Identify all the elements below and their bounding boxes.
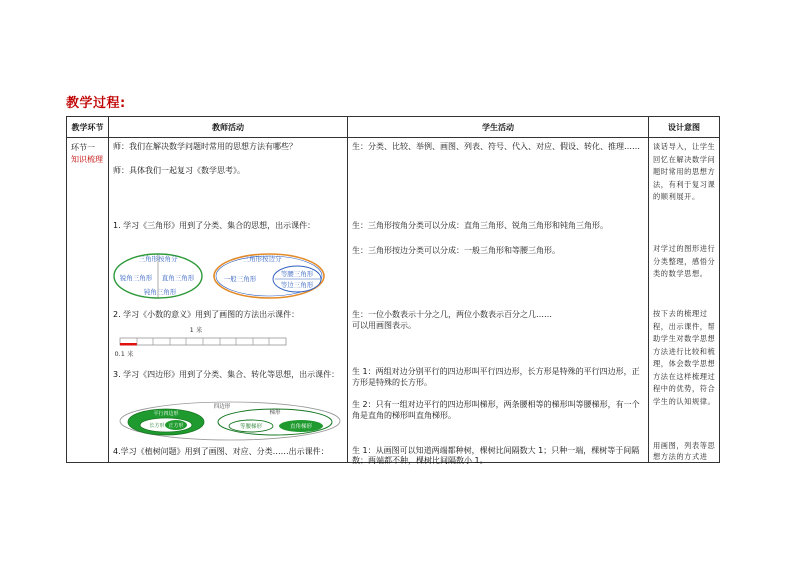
header-teacher: 教师活动 (109, 117, 348, 138)
student-text-4: 生：一位小数表示十分之几，两位小数表示百分之几…… (352, 310, 552, 319)
acute-label: 锐角三角形 (119, 274, 153, 282)
lesson-table (66, 116, 720, 463)
teacher-text-6: 4.学习《植树问题》用到了画图、对应、分类……出示课件： (113, 447, 329, 456)
student-text-3: 生：三角形按边分类可以分成：一般三角形和等腰三角形。 (352, 246, 560, 255)
teacher-text-1: 师：我们在解决数学问题时常用的思想方法有哪些？ (113, 142, 297, 151)
header-student: 学生活动 (348, 117, 649, 138)
teacher-text-5: 3. 学习《四边形》用到了分类、集合、转化等思想，出示课件： (113, 370, 340, 379)
ruler-top-label: 1 米 (189, 326, 203, 334)
isosceles-label: 等腰三角形 (280, 270, 314, 278)
page-heading: 教学过程: (66, 96, 126, 111)
obtuse-label: 钝角三角形 (143, 288, 177, 296)
quadrilateral-title: 四边形 (213, 404, 231, 410)
table-header-row (67, 117, 720, 138)
stage-name: 知识梳理 (71, 155, 103, 164)
stage-label: 环节一 (71, 143, 95, 152)
rectangle-label: 长方形 (149, 423, 165, 429)
design-note-2: 对学过的图形进行分类整理，感悟分类的数学思想。 (653, 244, 716, 278)
table-row (67, 138, 720, 463)
design-cell (649, 138, 720, 463)
ruler-bottom-label: 0.1 米 (114, 350, 134, 358)
right-label: 直角三角形 (161, 274, 195, 282)
teacher-text-4: 2. 学习《小数的意义》用到了画图的方法出示课件： (113, 310, 300, 319)
student-text-6: 生 1：两组对边分别平行的四边形叫平行四边形，长方形是特殊的平行四边形，正方形是特殊的长方形。 (352, 367, 640, 387)
square-label: 正方形 (168, 423, 184, 429)
student-text-8: 生 1：从画图可以知道两端都种树，棵树比间隔数大 1；只种一端，棵树等于间隔数；两端都不种，棵树比间隔数小 1。 (352, 446, 640, 465)
triangle-classification-diagram (112, 251, 344, 301)
side-title-label: 三角形按边分 (242, 255, 282, 263)
isosceles-trapezoid-label: 等腰梯形 (239, 424, 263, 430)
stage-cell (67, 138, 109, 463)
right-trapezoid-label: 直角梯形 (289, 424, 313, 430)
design-note-4: 用画图，列表等思想方法的方式进 (653, 441, 716, 461)
teacher-text-3: 1. 学习《三角形》用到了分类、集合的思想，出示课件： (113, 221, 316, 230)
trapezoid-label: 梯形 (269, 410, 281, 416)
student-text-2: 生：三角形按角分类可以分成：直角三角形、锐角三角形和钝角三角形。 (352, 221, 608, 230)
header-stage: 教学环节 (67, 117, 109, 138)
student-text-1: 生：分类、比较、举例、画图、列表、符号、代入、对应、假设、转化、推理…… (352, 142, 640, 151)
teacher-cell (109, 138, 348, 463)
design-note-3: 按下去的梳理过程，出示课件，帮助学生对数学思想方法进行比较和梳理，体会数学思想方法在这样梳理过程中的优势，符合学生的认知规律。 (653, 309, 716, 406)
angle-title-label: 三角形按角分 (138, 255, 178, 263)
student-text-5: 可以用画图表示。 (352, 321, 416, 330)
header-design: 设计意图 (649, 117, 720, 138)
decimal-ruler-diagram (112, 324, 344, 364)
quadrilateral-diagram (112, 400, 344, 442)
parallelogram-label: 平行四边形 (153, 411, 179, 417)
student-text-7: 生 2：只有一组对边平行的四边形叫梯形，两条腰相等的梯形叫等腰梯形，有一个角是直角的梯形叫直角梯形。 (352, 400, 640, 420)
general-label: 一般三角形 (223, 275, 257, 283)
design-note-1: 谈话导入，让学生回忆在解决数学问题时常用的思想方法，有利于复习课的顺利展开。 (653, 142, 716, 201)
student-cell (348, 138, 649, 463)
equilateral-label: 等边三角形 (280, 281, 314, 289)
teacher-text-2: 师：具体我们一起复习《数学思考》。 (113, 166, 245, 175)
